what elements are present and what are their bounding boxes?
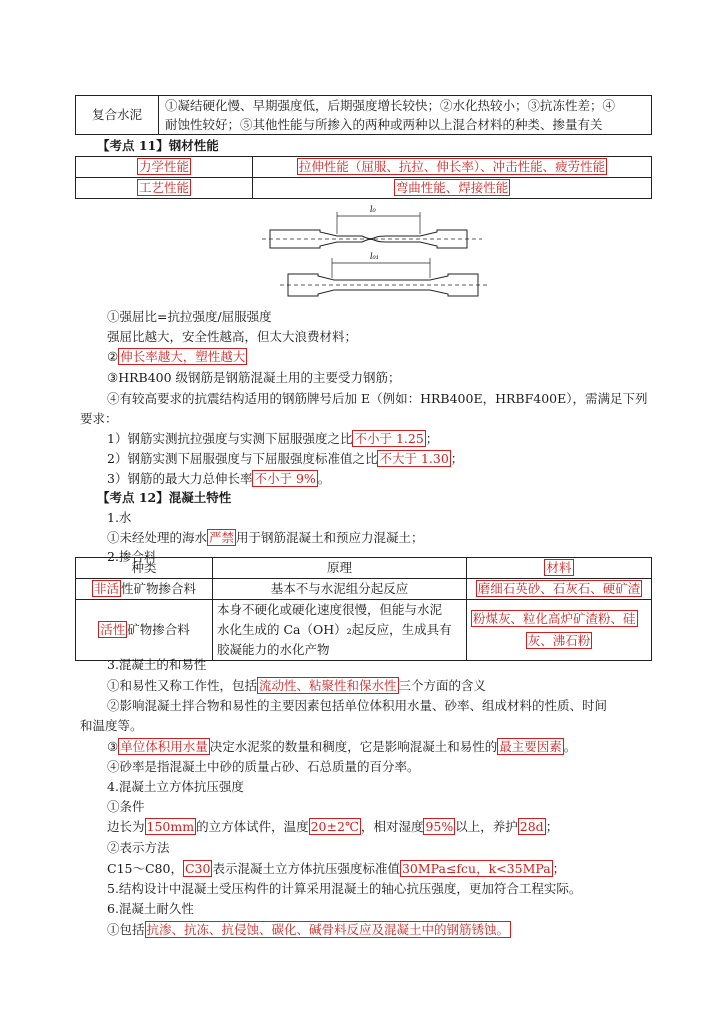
admix-row1-type: 非活 性矿物掺合料 (76, 579, 213, 600)
steel-property-table (75, 156, 652, 199)
note-yield-ratio: ①强屈比=抗拉强度/屈服强度 (107, 309, 272, 324)
section-title-concrete: 【考点 12】混凝土特性 (97, 490, 232, 505)
admix-row1-principle: 基本不与水泥组分起反应 (213, 579, 467, 600)
cement-table (75, 95, 652, 135)
cement-desc-cell: ①凝结硬化慢、早期强度低，后期强度增长较快；②水化热较小；③抗冻性差；④ 耐蚀性较好；⑤其他性能与所掺入的两种或两种以上混合材料的种类、掺量有关 (159, 96, 652, 135)
note-elongation: ② 伸长率越大，塑性越大 (107, 349, 246, 364)
note-seismic: ④有较高要求的抗震结构适用的钢筋牌号后加 E（例如：HRB400E，HRBF400E），需满足下列 (107, 391, 648, 406)
steel-row1-label-cell: 力学性能 (76, 157, 253, 178)
workability-l1: ①和易性又称工作性，包括 流动性、粘聚性和保水性 三个方面的含义 (107, 678, 487, 693)
workability-title: 3.混凝土的和易性 (107, 657, 207, 672)
strength-cond: 边长为 150mm 的立方体试件，温度 20±2℃ ，相对湿度 95% 以上，养护 28d ； (107, 819, 559, 834)
admix-row1-material: 磨细石英砂、石灰石、硬矿渣 (467, 579, 652, 600)
workability-l4: ④砂率是指混凝土中砂的质量占砂、石总质量的百分率。 (107, 759, 420, 774)
admix-row2-type: 活性 矿物掺合料 (76, 600, 213, 661)
note-yield-ratio-effect: 强屈比越大，安全性越高，但太大浪费材料； (107, 329, 358, 344)
note-seismic-cont: 要求： (80, 411, 118, 426)
admix-header-material: 材料 (467, 558, 652, 579)
specimen-original (280, 258, 488, 296)
label-l0: l₀ (370, 205, 376, 214)
req-1: 1）钢筋实测抗拉强度与实测下屈服强度之比 不小于 1.25 ； (107, 431, 439, 446)
strength-title: 4.混凝土立方体抗压强度 (107, 779, 244, 794)
water-note: ①未经处理的海水 严禁 用于钢筋混凝土和预应力混凝土； (107, 530, 424, 545)
admix-row2-principle: 本身不硬化或硬化速度很慢，但能与水泥 水化生成的 Ca（OH）₂起反应，生成具有 胶凝能力的水化产物 (213, 600, 467, 661)
steel-row2-label-cell: 工艺性能 (76, 178, 253, 199)
admix-header-type: 种类 (76, 558, 213, 579)
label-l01: l₀₁ (370, 252, 379, 261)
durability-l1: ①包括 抗渗、抗冻、抗侵蚀、碳化、碱骨料反应及混凝土中的钢筋锈蚀。 (107, 922, 510, 937)
strength-method-title: ②表示方法 (107, 840, 170, 855)
tensile-specimen-figure (262, 200, 492, 310)
strength-note: 5.结构设计中混凝土受压构件的计算采用混凝土的轴心抗压强度，更加符合工程实际。 (107, 881, 582, 896)
cement-name-cell: 复合水泥 (76, 96, 159, 135)
workability-l2-cont: 和温度等。 (80, 718, 143, 733)
strength-method: C15～C80， C30 表示混凝土立方体抗压强度标准值 30MPa≤fcu，k<35MPa ； (107, 861, 566, 876)
admix-header-principle: 原理 (213, 558, 467, 579)
req-2: 2）钢筋实测下屈服强度与下屈服强度标准值之比 不大于 1.30 ； (107, 451, 464, 466)
water-title: 1.水 (107, 510, 132, 525)
specimen-necked (262, 212, 482, 248)
admixture-table (75, 557, 652, 661)
admix-title: 2.掺合料 (107, 549, 157, 564)
steel-row1-value-cell: 拉伸性能（屈服、抗拉、伸长率）、冲击性能、疲劳性能 (253, 157, 652, 178)
req-3: 3）钢筋的最大力总伸长率 不小于 9% 。 (107, 471, 331, 486)
note-hrb400: ③HRB400 级钢筋是钢筋混凝土用的主要受力钢筋； (107, 370, 401, 385)
admix-row2-material: 粉煤灰、粒化高炉矿渣粉、硅 灰、沸石粉 (467, 600, 652, 661)
workability-l3: ③ 单位体积用水量 决定水泥浆的数量和稠度，它是影响混凝土和易性的 最主要因素 。 (107, 739, 577, 754)
strength-cond-title: ①条件 (107, 799, 145, 814)
workability-l2: ②影响混凝土拌合物和易性的主要因素包括单位体积用水量、砂率、组成材料的性质、时间 (107, 698, 608, 713)
steel-row2-value-cell: 弯曲性能、焊接性能 (253, 178, 652, 199)
section-title-steel: 【考点 11】钢材性能 (97, 138, 219, 153)
durability-title: 6.混凝土耐久性 (107, 901, 194, 916)
